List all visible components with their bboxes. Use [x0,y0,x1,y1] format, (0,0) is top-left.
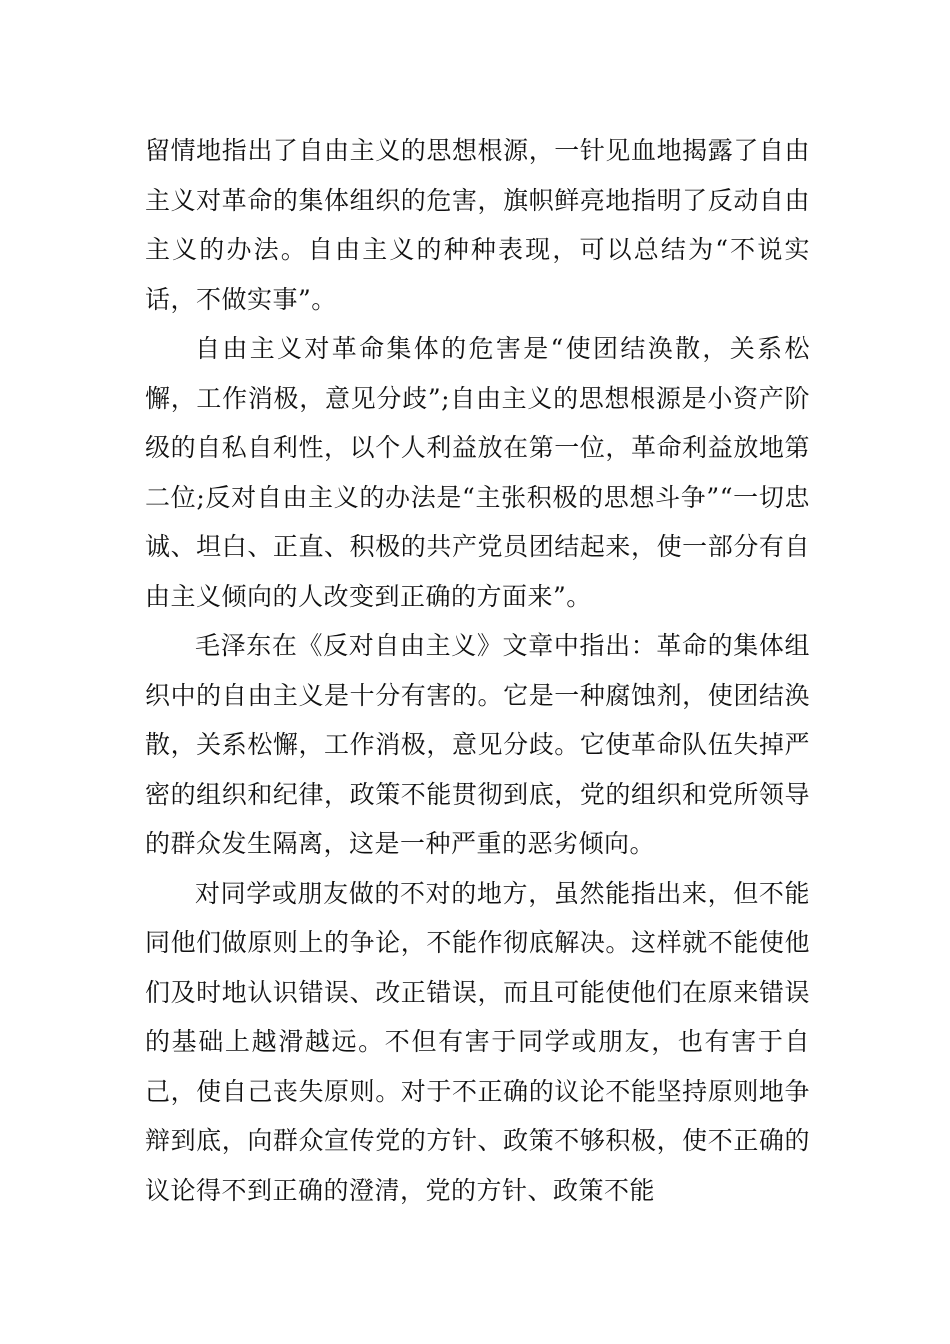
paragraph-2: 自由主义对革命集体的危害是“使团结涣散，关系松懈，工作消极，意见分歧”;自由主义的思想根源是小资产阶级的自私自利性，以个人利益放在第一位，革命利益放地第二位;反对自由主义的办法是“主张积极的思想斗争”“一切忠诚、坦白、正直、积极的共产党员团结起来，使一部分有自由主义倾向的人改变到正确的方面来”。 [145,334,810,611]
paragraph-1: 留情地指出了自由主义的思想根源，一针见血地揭露了自由主义对革命的集体组织的危害，旗帜鲜亮地指明了反动自由主义的办法。自由主义的种种表现，可以总结为“不说实话，不做实事”。 [145,136,810,314]
paragraph-4: 对同学或朋友做的不对的地方，虽然能指出来，但不能同他们做原则上的争论，不能作彻底解决。这样就不能使他们及时地认识错误、改正错误，而且可能使他们在原来错误的基础上越滑越远。不但有害于同学或朋友，也有害于自己，使自己丧失原则。对于不正确的议论不能坚持原则地争辩到底，向群众宣传党的方针、政策不够积极，使不正确的议论得不到正确的澄清，党的方针、政策不能 [145,878,810,1205]
document-page [145,126,810,1215]
paragraph-3: 毛泽东在《反对自由主义》文章中指出：革命的集体组织中的自由主义是十分有害的。它是一种腐蚀剂，使团结涣散，关系松懈，工作消极，意见分歧。它使革命队伍失掉严密的组织和纪律，政策不能贯彻到底，党的组织和党所领导的群众发生隔离，这是一种严重的恶劣倾向。 [145,631,810,858]
